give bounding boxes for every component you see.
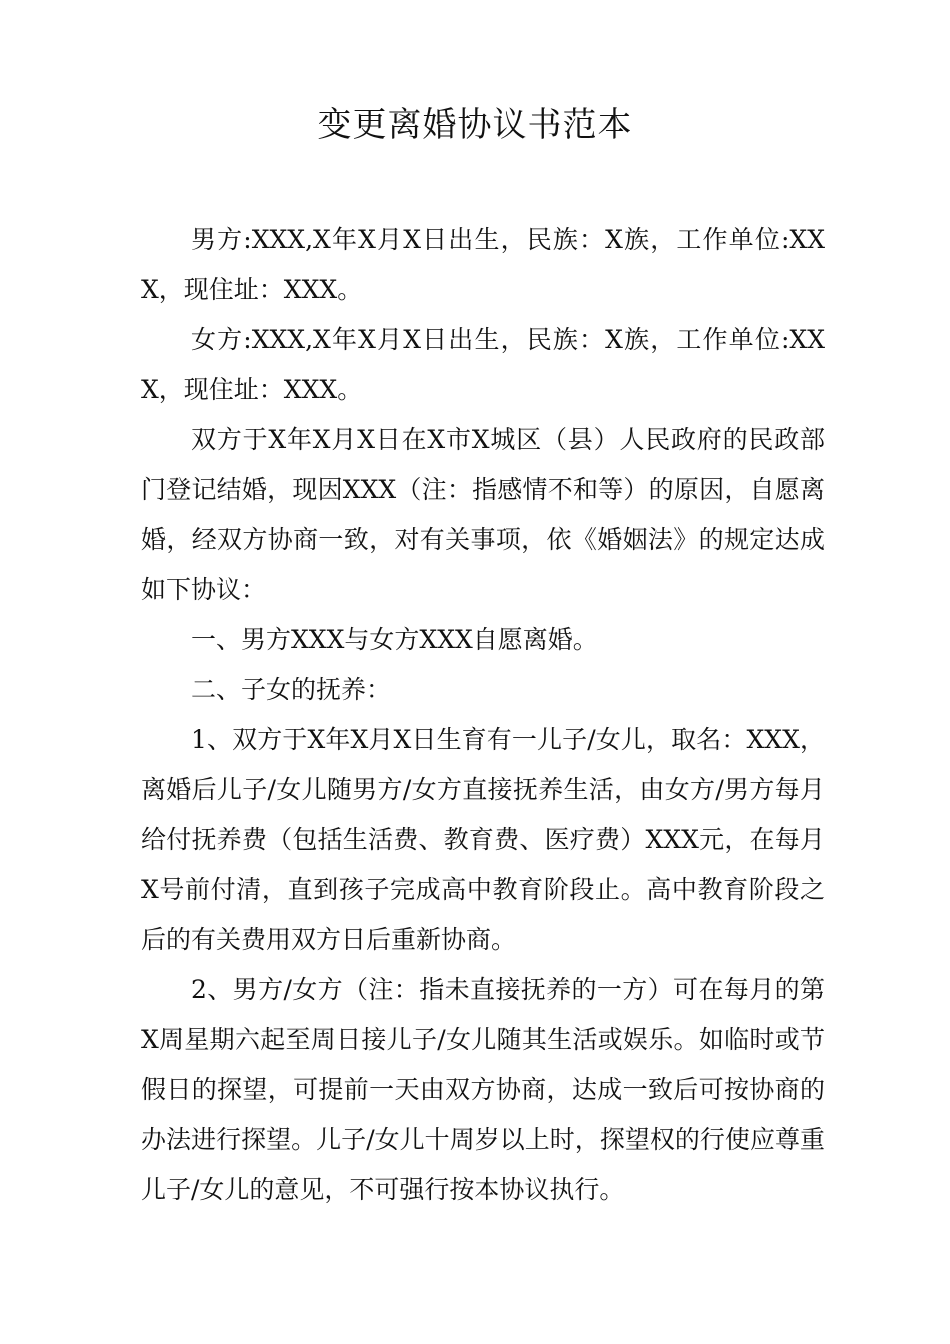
document-title: 变更离婚协议书范本 <box>317 105 633 145</box>
paragraph-visitation: 2、男方/女方（注：指未直接抚养的一方）可在每月的第X周星期六起至周日接儿子/女儿随其生活或娱乐。如临时或节假日的探望，可提前一天由双方协商，达成一致后可按协商的办法进行探望。儿子/女儿十周岁以上时，探望权的行使应尊重儿子/女儿的意见，不可强行按本协议执行。 <box>141 975 825 1204</box>
paragraph-clause-1-divorce: 一、男方XXX与女方XXX自愿离婚。 <box>191 625 598 654</box>
paragraph-male-party: 男方:XXX,X年X月X日出生，民族：X族，工作单位:XXX，现住址：XXX。 <box>141 225 825 304</box>
paragraph-marriage-background: 双方于X年X月X日在X市X城区（县）人民政府的民政部门登记结婚，现因XXX（注：指感情不和等）的原因，自愿离婚，经双方协商一致，对有关事项，依《婚姻法》的规定达成如下协议： <box>141 425 825 604</box>
document-body <box>141 215 825 1215</box>
paragraph-clause-2-heading: 二、子女的抚养： <box>191 675 392 704</box>
paragraph-child-support: 1、双方于X年X月X日生育有一儿子/女儿，取名：XXX，离婚后儿子/女儿随男方/女方直接抚养生活，由女方/男方每月给付抚养费（包括生活费、教育费、医疗费）XXX元，在每月X号前付清，直到孩子完成高中教育阶段止。高中教育阶段之后的有关费用双方日后重新协商。 <box>141 725 825 954</box>
paragraph-female-party: 女方:XXX,X年X月X日出生，民族：X族，工作单位:XXX，现住址：XXX。 <box>141 325 825 404</box>
